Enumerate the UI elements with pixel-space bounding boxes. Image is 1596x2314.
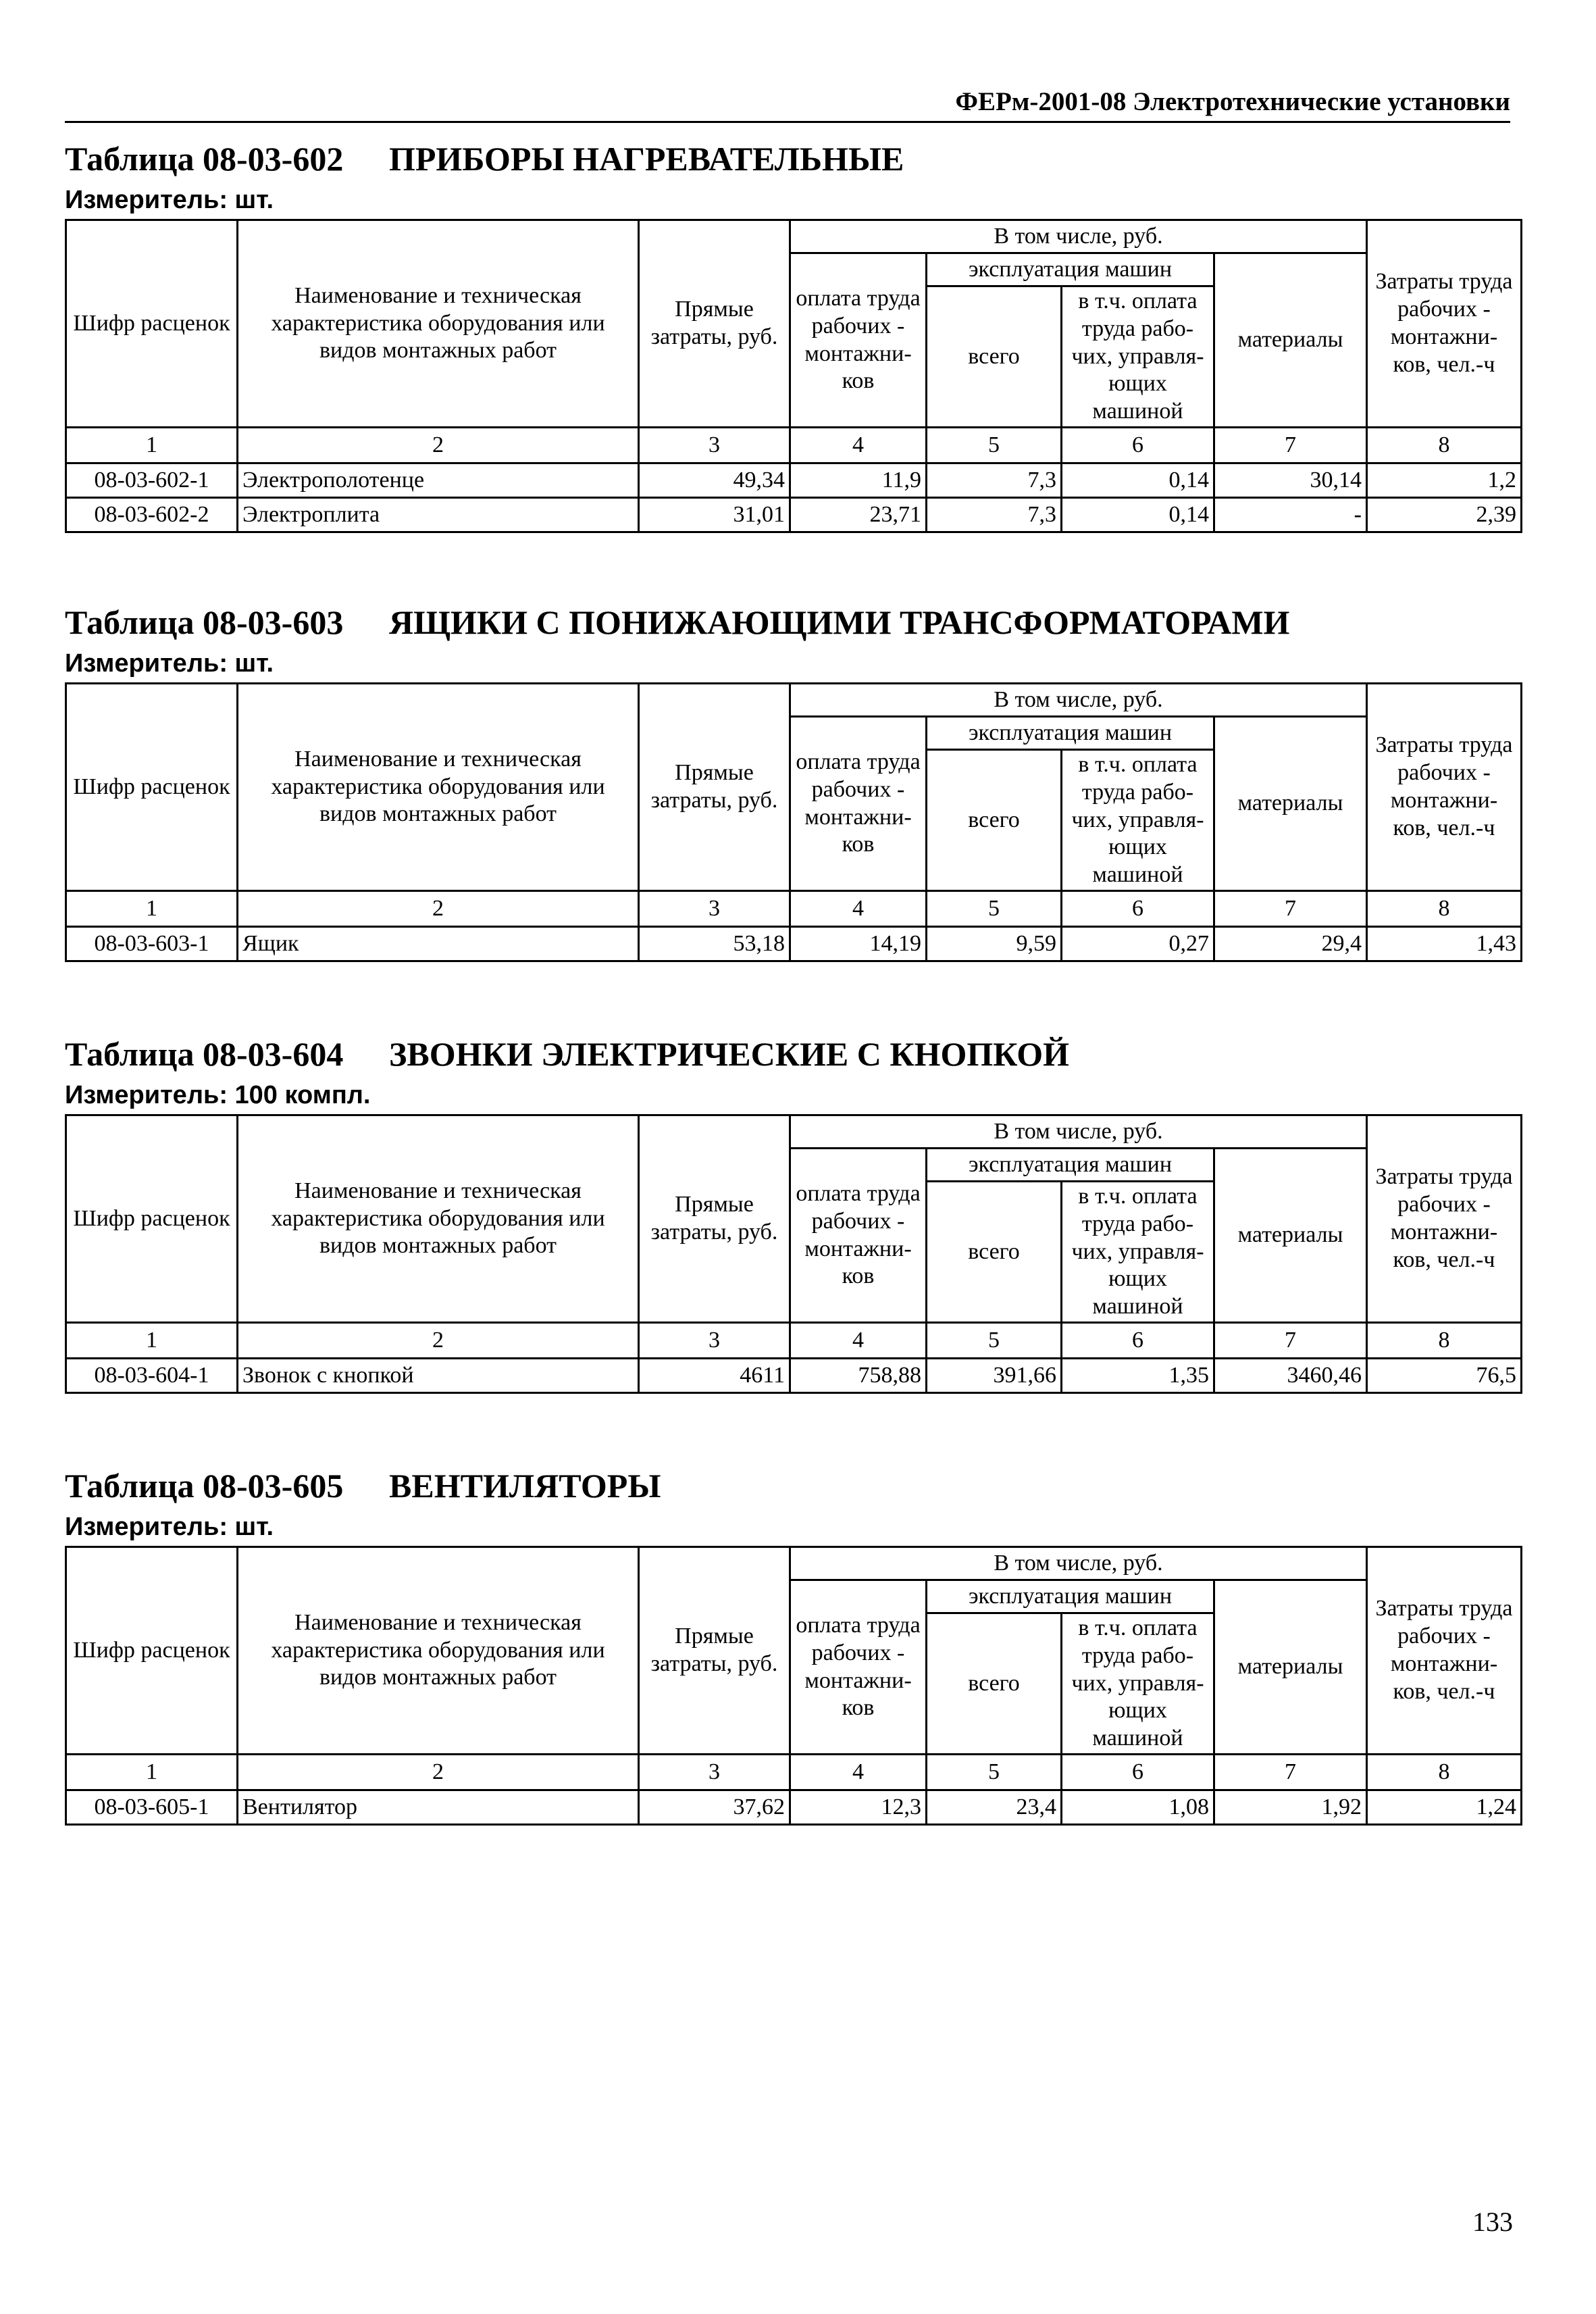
table-row: [66, 1790, 1522, 1825]
column-number: 6: [1062, 1755, 1214, 1790]
header-row: [66, 1115, 1522, 1149]
header-direct-costs: Прямые затраты, руб.: [639, 684, 790, 891]
column-number-row: [66, 891, 1522, 927]
header-direct-costs: Прямые затраты, руб.: [639, 220, 790, 428]
column-number: 6: [1062, 891, 1214, 927]
cell-labor-hours: 1,43: [1367, 927, 1522, 961]
column-number: 1: [66, 1755, 238, 1790]
cell-labor-pay: 758,88: [790, 1359, 927, 1393]
column-number: 8: [1367, 1323, 1522, 1359]
header-machine-operation: эксплуатация машин: [927, 717, 1214, 750]
cell-name: Электроплита: [238, 498, 639, 532]
table-section-08-03-605: [65, 1463, 1520, 1826]
header-machines-total: всего: [927, 1613, 1062, 1755]
header-labor-pay: оплата труда рабочих - монтажни-ков: [790, 717, 927, 891]
header-machine-operation: эксплуатация машин: [927, 1149, 1214, 1182]
column-number: 8: [1367, 1755, 1522, 1790]
header-labor-hours: Затраты труда рабочих - монтажни-ков, чел.-ч: [1367, 684, 1522, 891]
cell-machines-total: 7,3: [927, 463, 1062, 498]
cell-machinist-pay: 0,27: [1062, 927, 1214, 961]
cell-materials: 3460,46: [1214, 1359, 1367, 1393]
unit-of-measure: Измеритель: 100 компл.: [65, 1081, 371, 1109]
cell-code: 08-03-602-2: [66, 498, 238, 532]
cell-labor-pay: 11,9: [790, 463, 927, 498]
cell-labor-pay: 14,19: [790, 927, 927, 961]
cell-labor-hours: 76,5: [1367, 1359, 1522, 1393]
cell-machinist-pay: 1,35: [1062, 1359, 1214, 1393]
cell-code: 08-03-603-1: [66, 927, 238, 961]
header-machinist-pay: в т.ч. оплата труда рабо-чих, управля-ющих машиной: [1062, 1613, 1214, 1755]
table-title: [65, 600, 1520, 645]
header-labor-pay: оплата труда рабочих - монтажни-ков: [790, 253, 927, 428]
unit-of-measure: Измеритель: шт.: [65, 186, 274, 214]
cell-name: Вентилятор: [238, 1790, 639, 1825]
header-labor-hours: Затраты труда рабочих - монтажни-ков, чел.-ч: [1367, 220, 1522, 428]
header-row: [66, 1547, 1522, 1580]
rates-table: [65, 682, 1522, 962]
cell-direct-costs: 31,01: [639, 498, 790, 532]
cell-labor-hours: 1,24: [1367, 1790, 1522, 1825]
column-number: 3: [639, 1755, 790, 1790]
cell-machines-total: 391,66: [927, 1359, 1062, 1393]
header-machine-operation: эксплуатация машин: [927, 1580, 1214, 1613]
table-title: [65, 1032, 1520, 1076]
header-materials: материалы: [1214, 1580, 1367, 1755]
header-labor-hours: Затраты труда рабочих - монтажни-ков, чел.-ч: [1367, 1547, 1522, 1755]
header-name: Наименование и техническая характеристика оборудования или видов монтажных работ: [238, 1115, 639, 1323]
table-name: ВЕНТИЛЯТОРЫ: [389, 1467, 661, 1505]
column-number: 1: [66, 891, 238, 927]
table-row: [66, 1359, 1522, 1393]
cell-machinist-pay: 0,14: [1062, 463, 1214, 498]
column-number-row: [66, 1323, 1522, 1359]
rates-table: [65, 1546, 1522, 1826]
table-row: [66, 463, 1522, 498]
cell-code: 08-03-604-1: [66, 1359, 238, 1393]
table-section-08-03-602: [65, 136, 1520, 533]
table-code: Таблица 08-03-602: [65, 140, 344, 178]
header-machines-total: всего: [927, 1182, 1062, 1323]
header-including: В том числе, руб.: [790, 220, 1367, 253]
header-including: В том числе, руб.: [790, 1115, 1367, 1149]
header-row: [66, 684, 1522, 717]
header-machinist-pay: в т.ч. оплата труда рабо-чих, управля-ющих машиной: [1062, 286, 1214, 428]
column-number: 4: [790, 428, 927, 463]
column-number: 1: [66, 1323, 238, 1359]
header-labor-hours: Затраты труда рабочих - монтажни-ков, чел.-ч: [1367, 1115, 1522, 1323]
header-machine-operation: эксплуатация машин: [927, 253, 1214, 286]
page-header: ФЕРм-2001-08 Электротехнические установки: [65, 86, 1510, 123]
header-including: В том числе, руб.: [790, 1547, 1367, 1580]
rates-table: [65, 219, 1522, 533]
unit-of-measure: Измеритель: шт.: [65, 1513, 274, 1541]
cell-machines-total: 7,3: [927, 498, 1062, 532]
column-number: 5: [927, 891, 1062, 927]
table-title: [65, 1463, 1520, 1508]
column-number: 7: [1214, 1323, 1367, 1359]
header-code: Шифр расценок: [66, 1547, 238, 1755]
header-machinist-pay: в т.ч. оплата труда рабо-чих, управля-ющих машиной: [1062, 1182, 1214, 1323]
header-materials: материалы: [1214, 717, 1367, 891]
cell-labor-pay: 23,71: [790, 498, 927, 532]
table-code: Таблица 08-03-603: [65, 603, 344, 641]
header-labor-pay: оплата труда рабочих - монтажни-ков: [790, 1149, 927, 1323]
cell-labor-hours: 1,2: [1367, 463, 1522, 498]
cell-machines-total: 9,59: [927, 927, 1062, 961]
column-number: 1: [66, 428, 238, 463]
column-number: 6: [1062, 1323, 1214, 1359]
column-number: 7: [1214, 1755, 1367, 1790]
table-name: ПРИБОРЫ НАГРЕВАТЕЛЬНЫЕ: [389, 140, 904, 178]
column-number: 8: [1367, 428, 1522, 463]
cell-code: 08-03-602-1: [66, 463, 238, 498]
column-number: 7: [1214, 891, 1367, 927]
cell-materials: 1,92: [1214, 1790, 1367, 1825]
cell-name: Электрополотенце: [238, 463, 639, 498]
table-row: [66, 927, 1522, 961]
cell-labor-pay: 12,3: [790, 1790, 927, 1825]
column-number: 4: [790, 891, 927, 927]
header-name: Наименование и техническая характеристика оборудования или видов монтажных работ: [238, 684, 639, 891]
rates-table: [65, 1114, 1522, 1394]
header-materials: материалы: [1214, 253, 1367, 428]
cell-direct-costs: 53,18: [639, 927, 790, 961]
column-number: 3: [639, 428, 790, 463]
column-number: 2: [238, 891, 639, 927]
header-code: Шифр расценок: [66, 684, 238, 891]
column-number: 5: [927, 1323, 1062, 1359]
cell-materials: 29,4: [1214, 927, 1367, 961]
column-number: 7: [1214, 428, 1367, 463]
cell-materials: -: [1214, 498, 1367, 532]
column-number: 4: [790, 1323, 927, 1359]
page-number: 133: [1472, 2207, 1513, 2237]
header-row: [66, 220, 1522, 253]
table-section-08-03-604: [65, 1032, 1520, 1394]
column-number: 5: [927, 1755, 1062, 1790]
column-number: 3: [639, 1323, 790, 1359]
header-code: Шифр расценок: [66, 1115, 238, 1323]
header-machines-total: всего: [927, 750, 1062, 891]
cell-machinist-pay: 1,08: [1062, 1790, 1214, 1825]
table-code: Таблица 08-03-605: [65, 1467, 344, 1505]
header-including: В том числе, руб.: [790, 684, 1367, 717]
cell-direct-costs: 37,62: [639, 1790, 790, 1825]
header-code: Шифр расценок: [66, 220, 238, 428]
table-section-08-03-603: [65, 600, 1520, 962]
column-number: 8: [1367, 891, 1522, 927]
cell-materials: 30,14: [1214, 463, 1367, 498]
header-direct-costs: Прямые затраты, руб.: [639, 1547, 790, 1755]
column-number: 2: [238, 428, 639, 463]
cell-name: Звонок с кнопкой: [238, 1359, 639, 1393]
column-number: 2: [238, 1755, 639, 1790]
column-number: 4: [790, 1755, 927, 1790]
header-name: Наименование и техническая характеристика оборудования или видов монтажных работ: [238, 220, 639, 428]
column-number-row: [66, 1755, 1522, 1790]
unit-of-measure: Измеритель: шт.: [65, 649, 274, 678]
table-name: ЗВОНКИ ЭЛЕКТРИЧЕСКИЕ С КНОПКОЙ: [389, 1035, 1070, 1073]
column-number: 5: [927, 428, 1062, 463]
cell-code: 08-03-605-1: [66, 1790, 238, 1825]
column-number-row: [66, 428, 1522, 463]
table-name: ЯЩИКИ С ПОНИЖАЮЩИМИ ТРАНСФОРМАТОРАМИ: [389, 603, 1290, 641]
column-number: 3: [639, 891, 790, 927]
table-row: [66, 498, 1522, 532]
table-title: [65, 136, 1520, 181]
cell-machinist-pay: 0,14: [1062, 498, 1214, 532]
cell-machines-total: 23,4: [927, 1790, 1062, 1825]
table-code: Таблица 08-03-604: [65, 1035, 344, 1073]
cell-direct-costs: 4611: [639, 1359, 790, 1393]
header-direct-costs: Прямые затраты, руб.: [639, 1115, 790, 1323]
header-machinist-pay: в т.ч. оплата труда рабо-чих, управля-ющих машиной: [1062, 750, 1214, 891]
cell-labor-hours: 2,39: [1367, 498, 1522, 532]
column-number: 2: [238, 1323, 639, 1359]
cell-direct-costs: 49,34: [639, 463, 790, 498]
column-number: 6: [1062, 428, 1214, 463]
header-labor-pay: оплата труда рабочих - монтажни-ков: [790, 1580, 927, 1755]
header-machines-total: всего: [927, 286, 1062, 428]
cell-name: Ящик: [238, 927, 639, 961]
header-name: Наименование и техническая характеристика оборудования или видов монтажных работ: [238, 1547, 639, 1755]
header-materials: материалы: [1214, 1149, 1367, 1323]
